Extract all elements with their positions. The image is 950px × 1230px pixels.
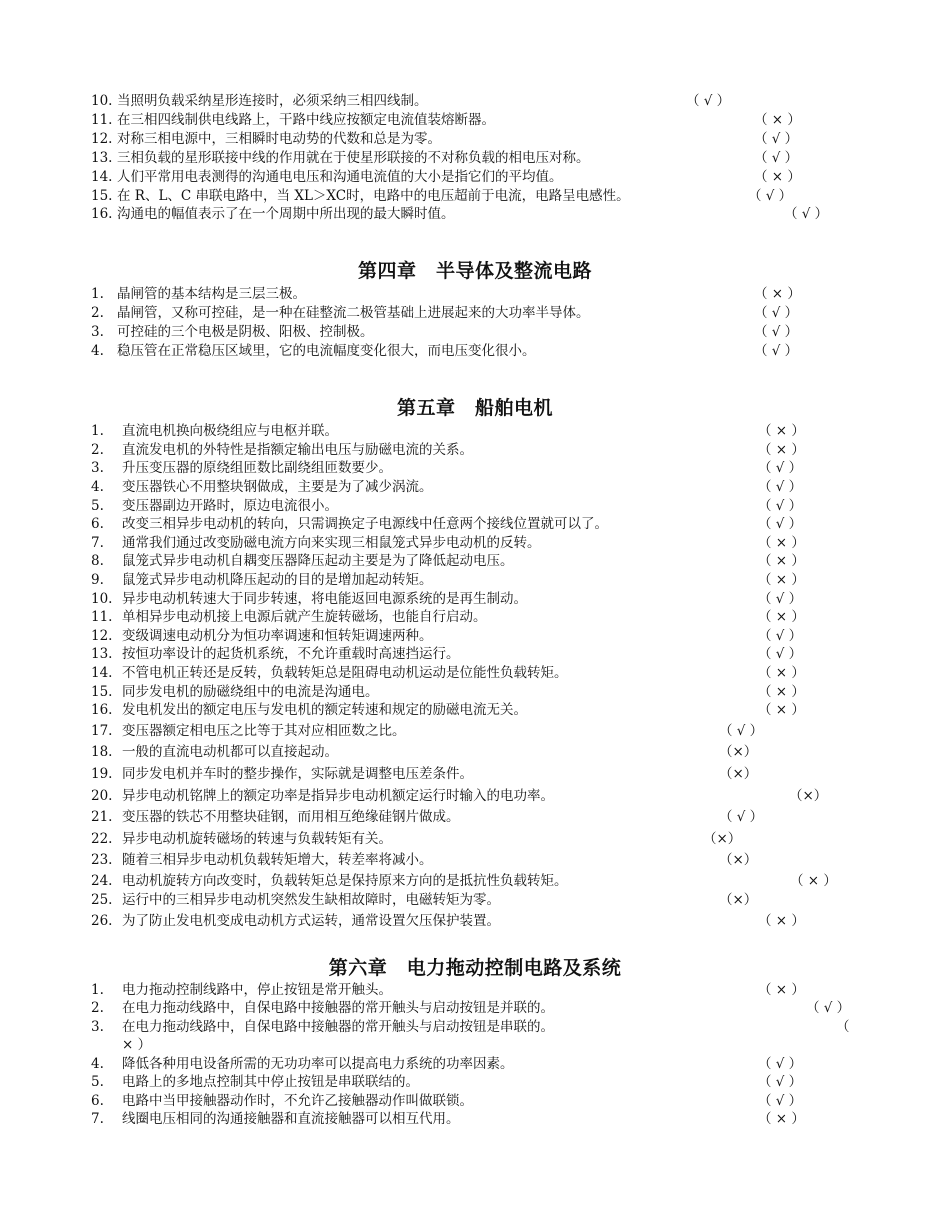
list-item: 8. 鼠笼式异步电动机自耦变压器降压起动主要是为了降低起动电压。 （ × ） bbox=[91, 553, 805, 569]
list-item: 3. 在电力拖动线路中，自保电路中接触器的常开触头与启动按钮是串联的。 （ bbox=[91, 1019, 850, 1035]
chapter4-title: 第四章 半导体及整流电路 bbox=[357, 260, 592, 282]
list-item: 4. 降低各种用电设备所需的无功功率可以提高电力系统的功率因素。 （ √ ） bbox=[91, 1056, 803, 1072]
list-item: 4. 变压器铁心不用整块钢做成，主要是为了减少涡流。 （ √ ） bbox=[91, 479, 803, 495]
list-item: 22. 异步电动机旋转磁场的转速与负载转矩有关。 （×） bbox=[91, 831, 742, 847]
list-item: 1. 直流电机换向极绕组应与电枢并联。 （ × ） bbox=[91, 423, 805, 439]
list-item: 1. 电力拖动控制线路中，停止按钮是常开触头。 （ × ） bbox=[91, 982, 805, 998]
chapter5-title: 第五章 船舶电机 bbox=[396, 397, 553, 419]
list-item: 7. 通常我们通过改变励磁电流方向来实现三相鼠笼式异步电动机的反转。 （ × ） bbox=[91, 535, 805, 551]
list-item: 11. 单相异步电动机接上电源后就产生旋转磁场，也能自行启动。 （ × ） bbox=[91, 609, 805, 625]
list-item: 12. 对称三相电源中，三相瞬时电动势的代数和总是为零。 （ √ ） bbox=[91, 131, 799, 147]
list-item: 16. 发电机发出的额定电压与发电机的额定转速和规定的励磁电流无关。 （ × ） bbox=[91, 702, 805, 718]
list-item: 10. 异步电动机转速大于同步转速，将电能返回电源系统的是再生制动。 （ √ ） bbox=[91, 591, 803, 607]
list-item-continuation: × ） bbox=[122, 1037, 152, 1053]
list-item: 24. 电动机旋转方向改变时，负载转矩总是保持原来方向的是抵抗性负载转矩。 （ × ） bbox=[91, 873, 837, 889]
list-item: 21. 变压器的铁芯不用整块硅钢，而用相互绝缘硅钢片做成。 （ √ ） bbox=[91, 809, 764, 825]
list-item: 18. 一般的直流电动机都可以直接起动。 （×） bbox=[91, 744, 758, 760]
list-item: 15. 在 R、L、C 串联电路中，当 XL＞XC时，电路中的电压超前于电流，电路呈电感性。 （ √ ） bbox=[91, 188, 793, 204]
list-item: 4. 稳压管在正常稳压区域里，它的电流幅度变化很大，而电压变化很小。 （ √ ） bbox=[91, 343, 799, 359]
list-item: 5. 电路上的多地点控制其中停止按钮是串联联结的。 （ √ ） bbox=[91, 1074, 803, 1090]
list-item: 2. 晶闸管，又称可控硅，是一种在硅整流二极管基础上进展起来的大功率半导体。 （ √ ） bbox=[91, 305, 799, 321]
list-item: 11. 在三相四线制供电线路上，干路中线应按额定电流值装熔断器。 （ × ） bbox=[91, 112, 801, 128]
list-item: 2. 在电力拖动线路中，自保电路中接触器的常开触头与启动按钮是并联的。 （ √ ） bbox=[91, 1000, 851, 1016]
list-item: 23. 随着三相异步电动机负载转矩增大，转差率将减小。 （×） bbox=[91, 852, 758, 868]
list-item: 2. 直流发电机的外特性是指额定输出电压与励磁电流的关系。 （ × ） bbox=[91, 442, 805, 458]
list-item: 6. 改变三相异步电动机的转向，只需调换定子电源线中任意两个接线位置就可以了。 （ √ ） bbox=[91, 516, 803, 532]
list-item: 14. 不管电机正转还是反转，负载转矩总是阻碍电动机运动是位能性负载转矩。 （ × ） bbox=[91, 665, 805, 681]
list-item: 1. 晶闸管的基本结构是三层三极。 （ × ） bbox=[91, 286, 801, 302]
list-item: 5. 变压器副边开路时，原边电流很小。 （ √ ） bbox=[91, 498, 803, 514]
list-item: 15. 同步发电机的励磁绕组中的电流是沟通电。 （ × ） bbox=[91, 684, 805, 700]
list-item: 3. 可控硅的三个电极是阴极、阳极、控制极。 （ √ ） bbox=[91, 324, 799, 340]
list-item: 20. 异步电动机铭牌上的额定功率是指异步电动机额定运行时输入的电功率。 （×） bbox=[91, 788, 828, 804]
chapter6-title: 第六章 电力拖动控制电路及系统 bbox=[328, 957, 622, 979]
list-item: 9. 鼠笼式异步电动机降压起动的目的是增加起动转矩。 （ × ） bbox=[91, 572, 805, 588]
list-item: 26. 为了防止发电机变成电动机方式运转，通常设置欠压保护装置。 （ × ） bbox=[91, 913, 805, 929]
list-item: 12. 变级调速电动机分为恒功率调速和恒转矩调速两种。 （ √ ） bbox=[91, 628, 803, 644]
list-item: 17. 变压器额定相电压之比等于其对应相匝数之比。 （ √ ） bbox=[91, 723, 764, 739]
list-item: 6. 电路中当甲接触器动作时，不允许乙接触器动作叫做联锁。 （ √ ） bbox=[91, 1093, 803, 1109]
list-item: 25. 运行中的三相异步电动机突然发生缺相故障时，电磁转矩为零。 （×） bbox=[91, 892, 758, 908]
list-item: 13. 按恒功率设计的起货机系统，不允许重载时高速挡运行。 （ √ ） bbox=[91, 646, 803, 662]
list-item: 3. 升压变压器的原绕组匝数比副绕组匝数要少。 （ √ ） bbox=[91, 460, 803, 476]
list-item: 16. 沟通电的幅值表示了在一个周期中所出现的最大瞬时值。 （ √ ） bbox=[91, 206, 829, 222]
list-item: 14. 人们平常用电表测得的沟通电电压和沟通电流值的大小是指它们的平均值。 （ × ） bbox=[91, 169, 801, 185]
list-item: 7. 线圈电压相同的沟通接触器和直流接触器可以相互代用。 （ × ） bbox=[91, 1111, 805, 1127]
list-item: 10. 当照明负载采纳星形连接时，必须采纳三相四线制。 （ √ ） bbox=[91, 93, 731, 109]
list-item: 19. 同步发电机并车时的整步操作，实际就是调整电压差条件。 （×） bbox=[91, 766, 758, 782]
list-item: 13. 三相负载的星形联接中线的作用就在于使星形联接的不对称负载的相电压对称。 （ √ ） bbox=[91, 150, 799, 166]
